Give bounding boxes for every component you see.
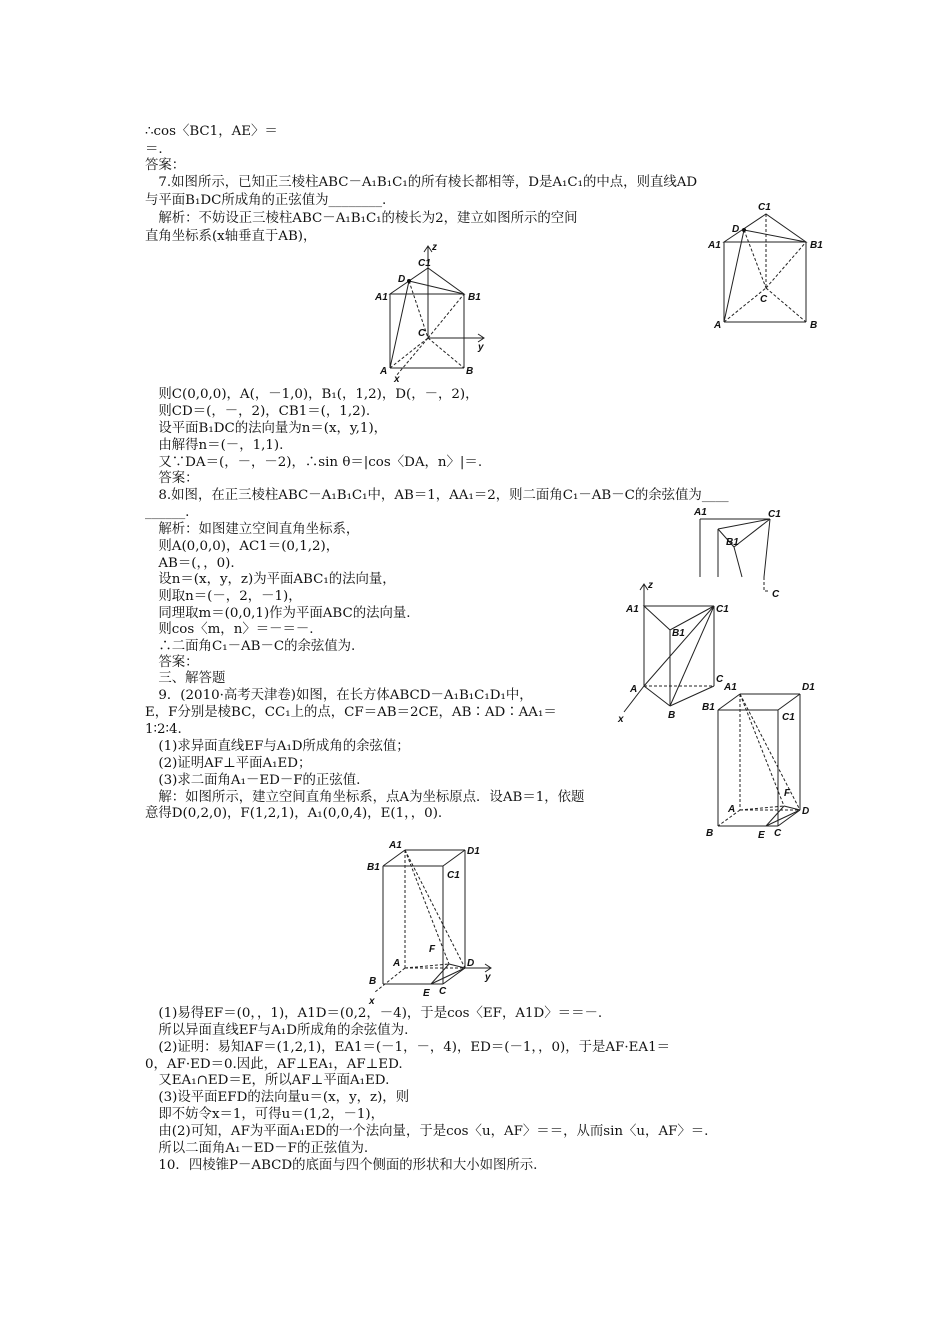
text-line: 9．(2010·高考天津卷)如图，在长方体ABCD－A₁B₁C₁D₁中， (145, 688, 533, 703)
text-line: 与平面B₁DC所成角的正弦值为________. (145, 193, 387, 208)
vertex-label: C (418, 328, 426, 339)
axis-label: z (432, 242, 437, 253)
vertex-label: A1 (724, 682, 737, 693)
text-line: 意得D(0,2,0)，F(1,2,1)，A₁(0,0,4)，E(1，，0). (145, 806, 443, 821)
vertex-label: B1 (367, 862, 380, 873)
vertex-label: C1 (768, 509, 781, 520)
text-line: 答案： (145, 471, 199, 486)
axis-label: z (648, 580, 653, 591)
cuboid-figure-9b (365, 838, 505, 1008)
vertex-label: A1 (626, 604, 639, 615)
axis-label: x (369, 996, 375, 1007)
text-line: 所以二面角A₁－ED－F的正弦值为. (145, 1141, 369, 1156)
text-line: 由(2)可知，AF为平面A₁ED的一个法向量，于是cos〈u，AF〉＝＝，从而sin〈u，AF〉＝. (145, 1124, 709, 1139)
vertex-label: A1 (694, 507, 707, 518)
axis-label: x (618, 714, 624, 725)
text-line: 答案： (145, 158, 186, 173)
text-line: ∴二面角C₁－AB－C的余弦值为. (145, 639, 356, 654)
axis-label: x (394, 374, 400, 385)
vertex-label: B (466, 366, 474, 377)
text-line: 由解得n＝(－，1,1). (145, 438, 284, 453)
text-line: 同理取m＝(0,0,1)作为平面ABC的法向量. (145, 606, 411, 621)
vertex-label: D1 (467, 846, 480, 857)
cuboid-figure-9a (700, 680, 830, 845)
vertex-label: B1 (672, 628, 685, 639)
text-line: 解：如图所示，建立空间直角坐标系，点A为坐标原点．设AB＝1，依题 (145, 790, 585, 805)
vertex-label: C (774, 828, 782, 839)
text-line: 7.如图所示，已知正三棱柱ABC－A₁B₁C₁的所有棱长都相等，D是A₁C₁的中点，则直线AD (145, 175, 698, 190)
vertex-label: C1 (782, 712, 795, 723)
prism-figure-7b (372, 238, 497, 383)
text-line: AB＝(，，0). (145, 556, 235, 571)
text-line: 解析：如图建立空间直角坐标系， (145, 522, 360, 537)
vertex-label: C (772, 589, 780, 600)
vertex-label: F (429, 944, 436, 955)
text-line: 则cos〈m，n〉＝－＝－. (145, 622, 314, 637)
vertex-label: B1 (468, 292, 481, 303)
vertex-label: D (732, 224, 740, 235)
vertex-label: B (369, 976, 377, 987)
vertex-label: A (630, 684, 638, 695)
vertex-label: A (380, 366, 388, 377)
vertex-label: D (802, 806, 810, 817)
text-line: 三、解答题 (145, 671, 226, 686)
vertex-label: A1 (389, 840, 402, 851)
vertex-label: C1 (716, 604, 729, 615)
vertex-label: B (706, 828, 714, 839)
text-line: 设n＝(x，y，z)为平面ABC₁的法向量， (145, 572, 396, 587)
vertex-label: A1 (708, 240, 721, 251)
vertex-label: C (760, 294, 768, 305)
text-line: 则C(0,0,0)，A(，－1,0)，B₁(，1,2)，D(，－，2)， (145, 387, 479, 402)
text-line: 8.如图，在正三棱柱ABC－A₁B₁C₁中，AB＝1，AA₁＝2，则二面角C₁－AB－C的余弦值为____ (145, 488, 729, 503)
vertex-label: F (784, 788, 791, 799)
text-line: 则A(0,0,0)，AC1＝(0,1,2)， (145, 539, 340, 554)
text-line: 10．四棱锥P－ABCD的底面与四个侧面的形状和大小如图所示. (145, 1158, 538, 1173)
text-line: 所以异面直线EF与A₁D所成角的余弦值为. (145, 1023, 409, 1038)
text-line: (3)设平面EFD的法向量u＝(x，y，z)，则 (145, 1090, 410, 1105)
vertex-label: B1 (810, 240, 823, 251)
text-line: ∴cos〈BC1，AE〉＝ (145, 124, 278, 139)
text-line: 又EA₁∩ED＝E，所以AF⊥平面A₁ED. (145, 1073, 390, 1088)
prism-figure-7a (706, 198, 826, 334)
text-line: E，F分别是棱BC，CC₁上的点，CF＝AB＝2CE，AB∶AD∶AA₁＝ (145, 705, 557, 720)
vertex-label: B (668, 710, 676, 721)
text-line: 即不妨令x＝1，可得u＝(1,2，－1)， (145, 1107, 385, 1122)
vertex-label: B1 (726, 537, 739, 548)
text-line: 设平面B₁DC的法向量为n＝(x，y,1)， (145, 421, 388, 436)
text-line: 答案： (145, 655, 199, 670)
text-line: 0，AF·ED＝0.因此，AF⊥EA₁，AF⊥ED. (145, 1057, 403, 1072)
vertex-label: E (758, 830, 765, 841)
text-line: 则取n＝(－，2，－1)， (145, 589, 302, 604)
text-line: (3)求二面角A₁－ED－F的正弦值. (145, 773, 361, 788)
vertex-label: E (423, 988, 430, 999)
vertex-label: A1 (375, 292, 388, 303)
text-line: 解析：不妨设正三棱柱ABC－A₁B₁C₁的棱长为2，建立如图所示的空间 (145, 211, 578, 226)
vertex-label: A (728, 804, 736, 815)
vertex-label: A (714, 320, 722, 331)
vertex-label: C (439, 986, 447, 997)
vertex-label: C1 (447, 870, 460, 881)
axis-label: y (478, 342, 484, 353)
text-line: 又∵DA＝(，－，－2)，∴sin θ＝|cos〈DA，n〉|＝. (145, 455, 483, 470)
vertex-label: D (467, 958, 475, 969)
vertex-label: D1 (802, 682, 815, 693)
vertex-label: D (398, 274, 406, 285)
vertex-label: C1 (758, 202, 771, 213)
text-line: 直角坐标系(x轴垂直于AB)， (145, 229, 317, 244)
text-line: 则CD＝(，－，2)，CB1＝(，1,2). (145, 404, 371, 419)
vertex-label: B1 (702, 702, 715, 713)
text-line: (2)证明：易知AF＝(1,2,1)，EA1＝(－1，－，4)，ED＝(－1，，0)，于是AF·EA1＝ (145, 1040, 670, 1055)
axis-label: y (485, 972, 491, 983)
text-line: ＝. (145, 142, 163, 157)
text-line: (2)证明AF⊥平面A₁ED； (145, 756, 312, 771)
vertex-label: C1 (418, 258, 431, 269)
vertex-label: A (393, 958, 401, 969)
text-line: ______. (145, 505, 190, 520)
text-line: (1)求异面直线EF与A₁D所成角的余弦值； (145, 739, 410, 754)
vertex-label: C (716, 674, 724, 685)
text-line: 1∶2∶4. (145, 722, 182, 737)
text-line: (1)易得EF＝(0，，1)，A1D＝(0,2，－4)，于是cos〈EF，A1D〉＝＝－. (145, 1006, 603, 1021)
vertex-label: B (810, 320, 818, 331)
